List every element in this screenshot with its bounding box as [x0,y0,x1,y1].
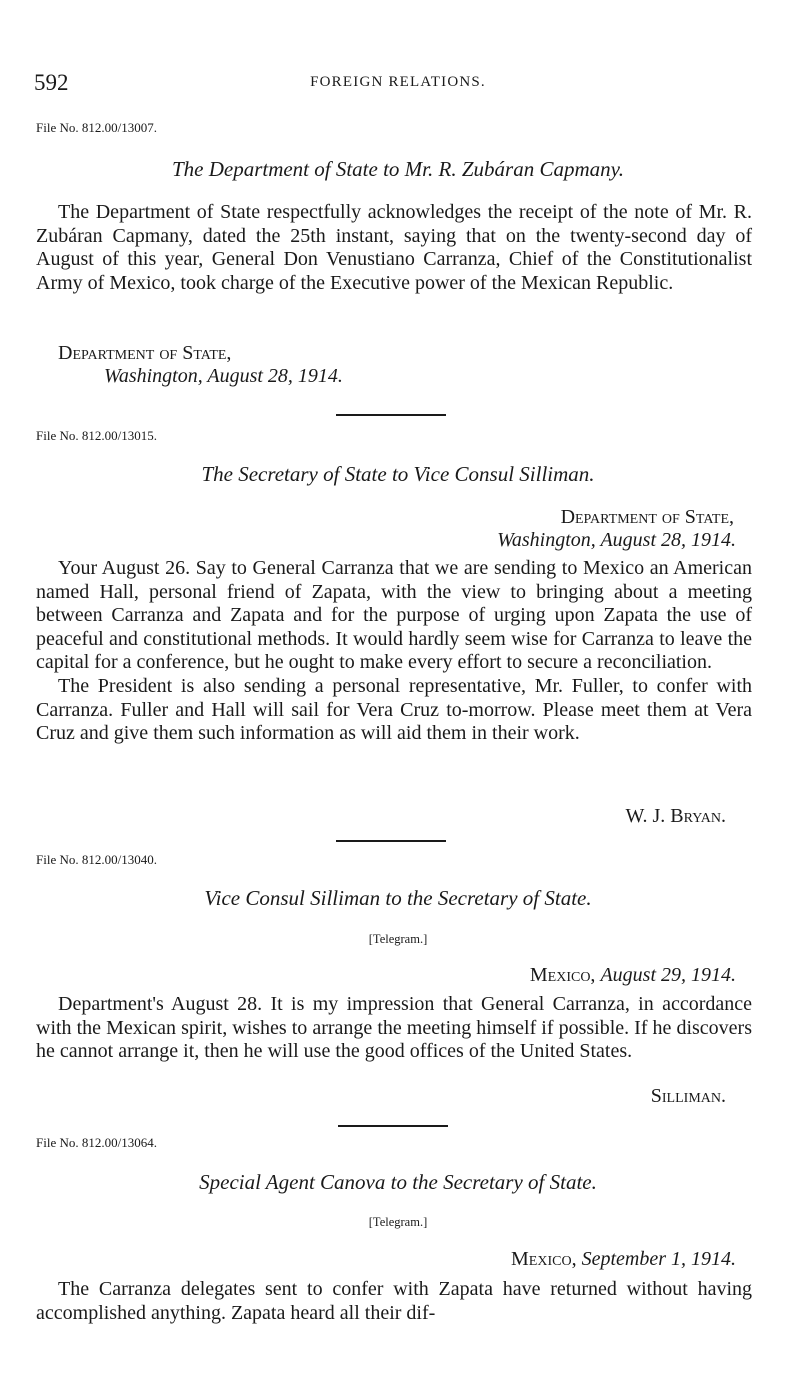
letter-body [36,1278,752,1325]
place-line: Mexico, [511,1248,577,1270]
paragraph: The President is also sending a personal representative, Mr. Fuller, to confer with Carranza. Fuller and Hall will sail for Vera Cruz to-morrow. Please meet them at Vera Cruz and give them such information as will aid them in their work. [36,674,752,745]
file-number: File No. 812.00/13007. [36,120,157,135]
paragraph: Department's August 28. It is my impression that General Carranza, in accordance with the Mexican spirit, wishes to arrange the meeting himself if possible. If he discovers he cannot arrange it, then he will use the good offices of the United States. [36,993,752,1063]
paragraph: The Department of State respectfully acknowledges the receipt of the note of Mr. R. Zubáran Capmany, dated the 25th instant, saying that on the twenty-second day of August of this year, General Don Venustiano Carranza, Chief of the Constitutionalist Army of Mexico, took charge of the Executive power of the Mexican Republic. [36,201,752,294]
letter-body [36,993,752,1064]
file-number: File No. 812.00/13064. [36,1135,157,1150]
running-title: FOREIGN RELATIONS. [310,74,486,90]
place-line: Department of State, [560,506,734,528]
file-number: File No. 812.00/13040. [36,852,157,867]
section-heading: Special Agent Canova to the Secretary of State. [199,1170,597,1194]
place-line: Department of State, [58,342,232,364]
paragraph: The Carranza delegates sent to confer with Zapata have returned without having accomplished anything. Zapata heard all their dif- [36,1278,752,1324]
section-heading: The Secretary of State to Vice Consul Silliman. [201,462,595,486]
signature: W. J. Bryan. [625,805,726,827]
letter-body [36,201,752,295]
date-text: August 29, 1914. [600,964,736,986]
section-divider [338,1125,448,1127]
section-heading: Vice Consul Silliman to the Secretary of State. [204,886,592,910]
letter-body [36,557,752,746]
section-divider [336,840,446,842]
dateline [530,964,736,987]
telegram-label: [Telegram.] [368,932,428,946]
dateline: Washington, August 28, 1914. [104,365,343,387]
place-line: Mexico, [529,964,596,986]
date-text: September 1, 1914. [581,1248,736,1270]
section-divider [336,414,446,416]
paragraph: Your August 26. Say to General Carranza that we are sending to Mexico an American named Hall, personal friend of Zapata, with the view to bringing about a meeting between Carranza and Zapata and for the purpose of urging upon Zapata the use of peaceful and constitutional methods. It would hardly seem wise for Carranza to leave the capital for a conference, but he ought to make every effort to secure a reconciliation. [36,557,752,674]
signature: Silliman. [650,1085,726,1107]
dateline: Washington, August 28, 1914. [497,529,736,551]
page-number: 592 [34,70,69,95]
file-number: File No. 812.00/13015. [36,428,157,443]
telegram-label: [Telegram.] [368,1215,428,1229]
dateline [511,1248,736,1271]
section-heading: The Department of State to Mr. R. Zubáran Capmany. [171,157,625,181]
